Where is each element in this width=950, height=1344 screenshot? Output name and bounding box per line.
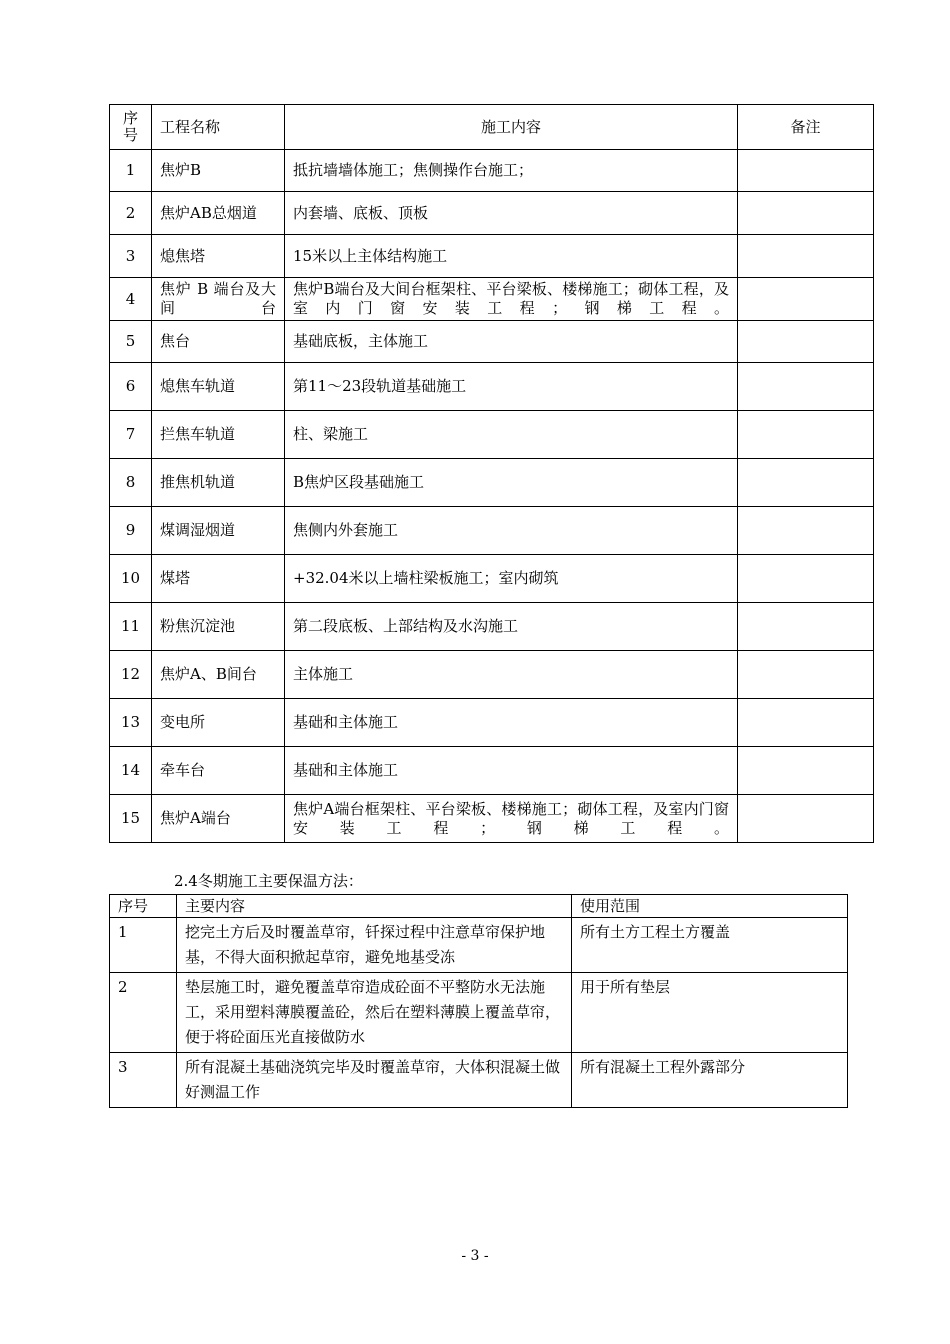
row-remark (738, 459, 874, 507)
row-content: B焦炉区段基础施工 (285, 459, 738, 507)
construction-schedule-table (109, 104, 874, 843)
row-content: 第11～23段轨道基础施工 (285, 363, 738, 411)
row-name: 焦炉 B 端台及大间台 (152, 278, 285, 321)
table-row (110, 603, 874, 651)
table-row (110, 235, 874, 278)
row-content: 基础底板，主体施工 (285, 321, 738, 363)
table-row (110, 507, 874, 555)
row-no: 11 (110, 603, 152, 651)
row-name: 焦炉B (152, 150, 285, 192)
row-remark (738, 363, 874, 411)
header-content: 施工内容 (285, 105, 738, 150)
table-row (110, 150, 874, 192)
row-no: 1 (110, 150, 152, 192)
header-no: 序号 (110, 895, 177, 918)
row-name: 焦炉A端台 (152, 795, 285, 843)
row-scope: 所有土方工程土方覆盖 (572, 918, 848, 973)
row-no: 3 (110, 235, 152, 278)
row-remark (738, 603, 874, 651)
table-header-row (110, 895, 848, 918)
row-content: 内套墙、底板、顶板 (285, 192, 738, 235)
row-remark (738, 747, 874, 795)
table-row (110, 651, 874, 699)
row-name: 焦台 (152, 321, 285, 363)
row-content: 所有混凝土基础浇筑完毕及时覆盖草帘，大体积混凝土做好测温工作 (177, 1053, 572, 1108)
row-content: +32.04米以上墙柱梁板施工；室内砌筑 (285, 555, 738, 603)
row-name: 牵车台 (152, 747, 285, 795)
row-remark (738, 411, 874, 459)
table-row (110, 278, 874, 321)
table-row (110, 192, 874, 235)
row-no: 7 (110, 411, 152, 459)
row-name: 煤塔 (152, 555, 285, 603)
row-no: 3 (110, 1053, 177, 1108)
row-no: 1 (110, 918, 177, 973)
row-content: 焦炉A端台框架柱、平台梁板、楼梯施工；砌体工程，及室内门窗安装工程；钢梯工程。 (285, 795, 738, 843)
table-row (110, 747, 874, 795)
table-row (110, 363, 874, 411)
row-content: 基础和主体施工 (285, 747, 738, 795)
row-remark (738, 235, 874, 278)
row-no: 2 (110, 192, 152, 235)
row-remark (738, 651, 874, 699)
row-no: 12 (110, 651, 152, 699)
row-no: 15 (110, 795, 152, 843)
row-remark (738, 192, 874, 235)
row-name: 焦炉AB总烟道 (152, 192, 285, 235)
header-remark: 备注 (738, 105, 874, 150)
row-no: 4 (110, 278, 152, 321)
table-body (110, 150, 874, 843)
row-content: 垫层施工时，避免覆盖草帘造成砼面不平整防水无法施工，采用塑料薄膜覆盖砼，然后在塑料薄膜上覆盖草帘，便于将砼面压光直接做防水 (177, 973, 572, 1053)
row-scope: 用于所有垫层 (572, 973, 848, 1053)
table-row (110, 699, 874, 747)
page-number: - 3 - (461, 1248, 489, 1264)
row-remark (738, 699, 874, 747)
table-row (110, 555, 874, 603)
row-remark (738, 278, 874, 321)
row-no: 5 (110, 321, 152, 363)
header-no: 序号 (110, 105, 152, 150)
table-row (110, 973, 848, 1053)
row-name: 变电所 (152, 699, 285, 747)
row-name: 焦炉A、B间台 (152, 651, 285, 699)
row-content: 焦侧内外套施工 (285, 507, 738, 555)
row-no: 14 (110, 747, 152, 795)
table-body (110, 918, 848, 1108)
row-content: 15米以上主体结构施工 (285, 235, 738, 278)
row-name: 煤调湿烟道 (152, 507, 285, 555)
row-remark (738, 150, 874, 192)
row-no: 13 (110, 699, 152, 747)
table-row (110, 1053, 848, 1108)
table-row (110, 321, 874, 363)
row-name: 粉焦沉淀池 (152, 603, 285, 651)
row-remark (738, 321, 874, 363)
table-header-row (110, 105, 874, 150)
row-name: 拦焦车轨道 (152, 411, 285, 459)
row-name: 熄焦车轨道 (152, 363, 285, 411)
row-scope: 所有混凝土工程外露部分 (572, 1053, 848, 1108)
header-scope: 使用范围 (572, 895, 848, 918)
header-name: 工程名称 (152, 105, 285, 150)
row-content: 第二段底板、上部结构及水沟施工 (285, 603, 738, 651)
row-remark (738, 555, 874, 603)
table-row (110, 918, 848, 973)
table-row (110, 411, 874, 459)
row-no: 9 (110, 507, 152, 555)
row-no: 2 (110, 973, 177, 1053)
row-content: 主体施工 (285, 651, 738, 699)
row-name: 熄焦塔 (152, 235, 285, 278)
table-row (110, 459, 874, 507)
row-content: 柱、梁施工 (285, 411, 738, 459)
section-heading: 2.4冬期施工主要保温方法： (174, 872, 363, 890)
row-no: 10 (110, 555, 152, 603)
row-remark (738, 795, 874, 843)
row-content: 抵抗墙墙体施工；焦侧操作台施工； (285, 150, 738, 192)
row-content: 焦炉B端台及大间台框架柱、平台梁板、楼梯施工；砌体工程，及室内门窗安装工程；钢梯工程。 (285, 278, 738, 321)
row-name: 推焦机轨道 (152, 459, 285, 507)
table-row (110, 795, 874, 843)
row-content: 基础和主体施工 (285, 699, 738, 747)
row-content: 挖完土方后及时覆盖草帘，钎探过程中注意草帘保护地基，不得大面积掀起草帘，避免地基受冻 (177, 918, 572, 973)
row-remark (738, 507, 874, 555)
winter-insulation-table (109, 894, 848, 1108)
row-no: 8 (110, 459, 152, 507)
row-no: 6 (110, 363, 152, 411)
header-content: 主要内容 (177, 895, 572, 918)
